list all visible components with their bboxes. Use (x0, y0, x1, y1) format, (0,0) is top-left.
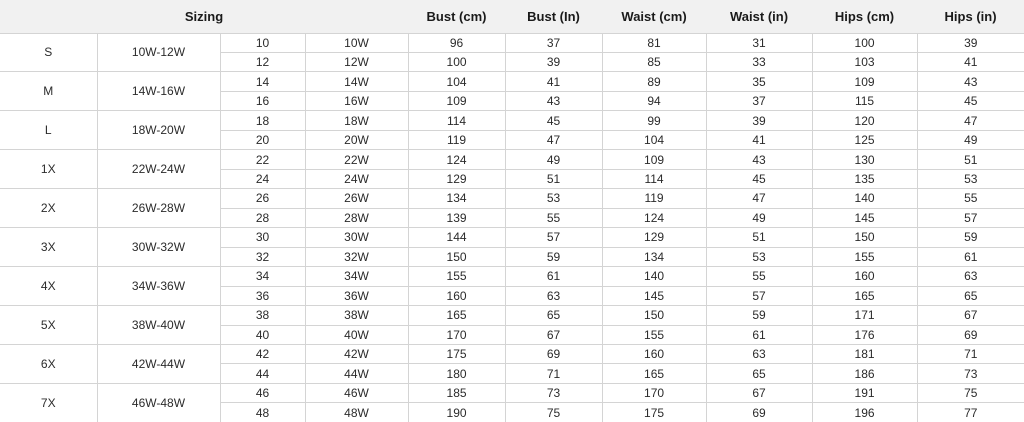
cell-size-number: 48 (220, 403, 305, 422)
cell-bust-cm: 175 (408, 345, 505, 364)
cell-size-w-label: 44W (305, 364, 408, 383)
size-range-cell: 42W-44W (97, 345, 220, 384)
cell-hips-in: 73 (917, 364, 1024, 383)
cell-bust-cm: 104 (408, 72, 505, 91)
cell-waist-cm: 129 (602, 228, 706, 247)
cell-size-number: 40 (220, 325, 305, 344)
size-group-cell: S (0, 33, 97, 72)
cell-bust-in: 37 (505, 33, 602, 52)
cell-size-number: 20 (220, 130, 305, 149)
cell-waist-cm: 170 (602, 383, 706, 402)
cell-bust-cm: 185 (408, 383, 505, 402)
cell-hips-cm: 150 (812, 228, 917, 247)
cell-size-w-label: 38W (305, 306, 408, 325)
cell-waist-cm: 124 (602, 208, 706, 227)
cell-size-number: 38 (220, 306, 305, 325)
cell-hips-cm: 176 (812, 325, 917, 344)
cell-bust-cm: 150 (408, 247, 505, 266)
cell-bust-in: 67 (505, 325, 602, 344)
cell-bust-cm: 170 (408, 325, 505, 344)
cell-waist-cm: 114 (602, 169, 706, 188)
cell-size-w-label: 48W (305, 403, 408, 422)
cell-hips-cm: 125 (812, 130, 917, 149)
cell-bust-in: 49 (505, 150, 602, 169)
cell-size-number: 14 (220, 72, 305, 91)
size-range-cell: 22W-24W (97, 150, 220, 189)
cell-size-w-label: 32W (305, 247, 408, 266)
cell-size-number: 10 (220, 33, 305, 52)
cell-bust-cm: 114 (408, 111, 505, 130)
cell-bust-cm: 124 (408, 150, 505, 169)
cell-waist-cm: 104 (602, 130, 706, 149)
table-row (0, 345, 1024, 364)
size-group-cell: 5X (0, 306, 97, 345)
cell-size-number: 30 (220, 228, 305, 247)
cell-hips-in: 53 (917, 169, 1024, 188)
cell-hips-cm: 186 (812, 364, 917, 383)
table-row (0, 189, 1024, 208)
cell-waist-cm: 85 (602, 52, 706, 71)
cell-size-number: 18 (220, 111, 305, 130)
cell-hips-in: 61 (917, 247, 1024, 266)
cell-bust-cm: 96 (408, 33, 505, 52)
cell-bust-in: 57 (505, 228, 602, 247)
cell-waist-cm: 81 (602, 33, 706, 52)
cell-waist-in: 37 (706, 91, 812, 110)
cell-bust-cm: 100 (408, 52, 505, 71)
cell-bust-in: 73 (505, 383, 602, 402)
cell-hips-in: 59 (917, 228, 1024, 247)
cell-bust-in: 45 (505, 111, 602, 130)
cell-size-w-label: 30W (305, 228, 408, 247)
cell-size-number: 44 (220, 364, 305, 383)
cell-hips-in: 41 (917, 52, 1024, 71)
cell-size-w-label: 42W (305, 345, 408, 364)
cell-bust-cm: 165 (408, 306, 505, 325)
cell-size-number: 46 (220, 383, 305, 402)
size-range-cell: 30W-32W (97, 228, 220, 267)
cell-hips-in: 75 (917, 383, 1024, 402)
cell-hips-in: 67 (917, 306, 1024, 325)
size-group-cell: 2X (0, 189, 97, 228)
cell-size-number: 42 (220, 345, 305, 364)
cell-hips-in: 51 (917, 150, 1024, 169)
header-sizing: Sizing (0, 0, 408, 33)
cell-bust-cm: 155 (408, 267, 505, 286)
cell-hips-in: 71 (917, 345, 1024, 364)
cell-size-w-label: 40W (305, 325, 408, 344)
cell-size-w-label: 22W (305, 150, 408, 169)
cell-hips-cm: 103 (812, 52, 917, 71)
cell-waist-cm: 145 (602, 286, 706, 305)
cell-bust-in: 65 (505, 306, 602, 325)
cell-hips-cm: 191 (812, 383, 917, 402)
cell-size-w-label: 28W (305, 208, 408, 227)
cell-size-number: 12 (220, 52, 305, 71)
cell-hips-cm: 181 (812, 345, 917, 364)
cell-size-w-label: 12W (305, 52, 408, 71)
cell-waist-in: 43 (706, 150, 812, 169)
cell-bust-in: 39 (505, 52, 602, 71)
cell-waist-in: 53 (706, 247, 812, 266)
cell-bust-in: 59 (505, 247, 602, 266)
cell-waist-cm: 94 (602, 91, 706, 110)
cell-bust-in: 43 (505, 91, 602, 110)
cell-size-number: 22 (220, 150, 305, 169)
cell-hips-in: 57 (917, 208, 1024, 227)
cell-hips-in: 69 (917, 325, 1024, 344)
cell-hips-in: 65 (917, 286, 1024, 305)
size-range-cell: 10W-12W (97, 33, 220, 72)
size-group-cell: L (0, 111, 97, 150)
cell-hips-cm: 165 (812, 286, 917, 305)
table-row (0, 383, 1024, 402)
cell-bust-in: 71 (505, 364, 602, 383)
cell-size-w-label: 16W (305, 91, 408, 110)
cell-bust-in: 47 (505, 130, 602, 149)
table-row (0, 72, 1024, 91)
cell-hips-cm: 100 (812, 33, 917, 52)
cell-waist-in: 51 (706, 228, 812, 247)
cell-waist-in: 33 (706, 52, 812, 71)
cell-size-w-label: 34W (305, 267, 408, 286)
cell-bust-cm: 109 (408, 91, 505, 110)
cell-waist-in: 49 (706, 208, 812, 227)
cell-hips-in: 49 (917, 130, 1024, 149)
cell-bust-in: 41 (505, 72, 602, 91)
header-waist-cm: Waist (cm) (602, 0, 706, 33)
cell-size-number: 24 (220, 169, 305, 188)
cell-hips-in: 39 (917, 33, 1024, 52)
cell-bust-cm: 144 (408, 228, 505, 247)
cell-bust-cm: 129 (408, 169, 505, 188)
cell-waist-cm: 99 (602, 111, 706, 130)
header-waist-in: Waist (in) (706, 0, 812, 33)
cell-size-w-label: 20W (305, 130, 408, 149)
header-hips-cm: Hips (cm) (812, 0, 917, 33)
cell-bust-in: 63 (505, 286, 602, 305)
cell-bust-cm: 139 (408, 208, 505, 227)
size-group-cell: 1X (0, 150, 97, 189)
cell-size-w-label: 46W (305, 383, 408, 402)
cell-hips-cm: 145 (812, 208, 917, 227)
header-row (0, 0, 1024, 33)
cell-bust-in: 75 (505, 403, 602, 422)
cell-waist-in: 65 (706, 364, 812, 383)
cell-size-w-label: 18W (305, 111, 408, 130)
table-row (0, 267, 1024, 286)
cell-size-w-label: 36W (305, 286, 408, 305)
table-row (0, 228, 1024, 247)
cell-hips-cm: 115 (812, 91, 917, 110)
cell-bust-cm: 180 (408, 364, 505, 383)
cell-waist-cm: 109 (602, 150, 706, 169)
cell-hips-cm: 155 (812, 247, 917, 266)
cell-hips-cm: 135 (812, 169, 917, 188)
header-hips-in: Hips (in) (917, 0, 1024, 33)
cell-waist-in: 39 (706, 111, 812, 130)
cell-size-number: 34 (220, 267, 305, 286)
cell-hips-in: 47 (917, 111, 1024, 130)
size-group-cell: M (0, 72, 97, 111)
cell-waist-in: 59 (706, 306, 812, 325)
size-table-body (0, 33, 1024, 422)
cell-size-w-label: 24W (305, 169, 408, 188)
cell-hips-cm: 130 (812, 150, 917, 169)
size-range-cell: 26W-28W (97, 189, 220, 228)
cell-size-number: 28 (220, 208, 305, 227)
cell-bust-in: 61 (505, 267, 602, 286)
cell-hips-cm: 160 (812, 267, 917, 286)
cell-waist-cm: 155 (602, 325, 706, 344)
cell-waist-cm: 140 (602, 267, 706, 286)
cell-size-w-label: 14W (305, 72, 408, 91)
size-range-cell: 14W-16W (97, 72, 220, 111)
cell-bust-in: 69 (505, 345, 602, 364)
header-bust-cm: Bust (cm) (408, 0, 505, 33)
cell-bust-cm: 160 (408, 286, 505, 305)
cell-hips-cm: 140 (812, 189, 917, 208)
cell-bust-in: 53 (505, 189, 602, 208)
cell-hips-in: 55 (917, 189, 1024, 208)
cell-size-w-label: 26W (305, 189, 408, 208)
table-row (0, 111, 1024, 130)
table-row (0, 33, 1024, 52)
cell-size-w-label: 10W (305, 33, 408, 52)
size-group-cell: 4X (0, 267, 97, 306)
size-range-cell: 46W-48W (97, 383, 220, 422)
cell-size-number: 26 (220, 189, 305, 208)
cell-hips-in: 63 (917, 267, 1024, 286)
cell-size-number: 36 (220, 286, 305, 305)
size-range-cell: 34W-36W (97, 267, 220, 306)
size-range-cell: 38W-40W (97, 306, 220, 345)
size-group-cell: 7X (0, 383, 97, 422)
cell-bust-cm: 134 (408, 189, 505, 208)
cell-waist-in: 63 (706, 345, 812, 364)
size-group-cell: 3X (0, 228, 97, 267)
cell-size-number: 16 (220, 91, 305, 110)
cell-waist-cm: 160 (602, 345, 706, 364)
cell-waist-in: 35 (706, 72, 812, 91)
cell-hips-in: 45 (917, 91, 1024, 110)
cell-waist-in: 57 (706, 286, 812, 305)
cell-waist-cm: 150 (602, 306, 706, 325)
cell-hips-cm: 196 (812, 403, 917, 422)
table-row (0, 306, 1024, 325)
cell-size-number: 32 (220, 247, 305, 266)
cell-bust-in: 55 (505, 208, 602, 227)
cell-waist-in: 47 (706, 189, 812, 208)
table-header (0, 0, 1024, 33)
cell-hips-cm: 171 (812, 306, 917, 325)
cell-waist-in: 67 (706, 383, 812, 402)
cell-hips-cm: 109 (812, 72, 917, 91)
cell-waist-in: 41 (706, 130, 812, 149)
size-group-cell: 6X (0, 345, 97, 384)
cell-bust-cm: 190 (408, 403, 505, 422)
size-range-cell: 18W-20W (97, 111, 220, 150)
cell-waist-in: 55 (706, 267, 812, 286)
header-bust-in: Bust (In) (505, 0, 602, 33)
cell-waist-in: 31 (706, 33, 812, 52)
cell-bust-cm: 119 (408, 130, 505, 149)
cell-waist-in: 69 (706, 403, 812, 422)
cell-hips-in: 77 (917, 403, 1024, 422)
table-row (0, 150, 1024, 169)
cell-bust-in: 51 (505, 169, 602, 188)
cell-waist-cm: 175 (602, 403, 706, 422)
cell-waist-cm: 89 (602, 72, 706, 91)
cell-waist-cm: 134 (602, 247, 706, 266)
cell-waist-in: 45 (706, 169, 812, 188)
cell-waist-cm: 165 (602, 364, 706, 383)
cell-waist-cm: 119 (602, 189, 706, 208)
cell-hips-cm: 120 (812, 111, 917, 130)
cell-waist-in: 61 (706, 325, 812, 344)
cell-hips-in: 43 (917, 72, 1024, 91)
